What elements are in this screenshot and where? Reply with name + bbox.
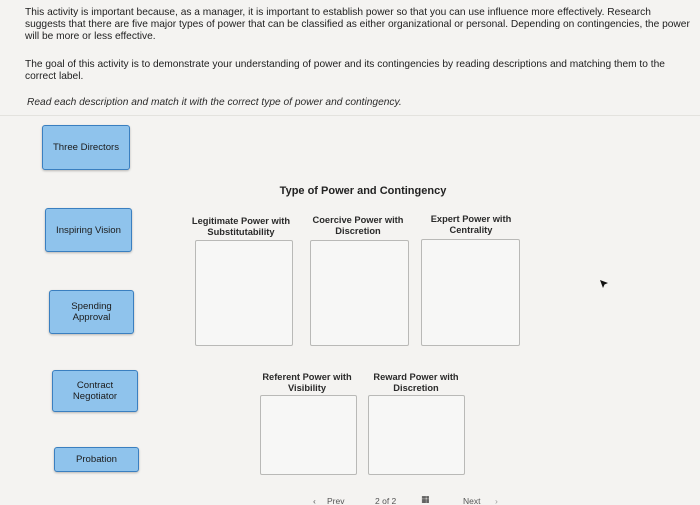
dropzone-coercive[interactable] (310, 240, 409, 346)
draggable-card-inspiring-vision[interactable]: Inspiring Vision (45, 208, 132, 252)
divider (0, 115, 700, 116)
category-label-referent: Referent Power with Visibility (262, 372, 352, 393)
grid-view-icon[interactable]: ▦ (421, 494, 430, 504)
category-label-expert: Expert Power with Centrality (430, 214, 512, 235)
dropzone-reward[interactable] (368, 395, 465, 475)
dropzone-referent[interactable] (260, 395, 357, 475)
next-button[interactable]: Next (463, 496, 481, 505)
instruction-text: Read each description and match it with the correct type of power and contingency. (27, 97, 402, 108)
intro-paragraph: This activity is important because, as a manager, it is important to establish power so that you can use influence more effectively. Research suggests that there are five major types of power that can be classified as either organizational or personal. Depending on contingencies, the power will be more or less effective. (25, 7, 690, 42)
dropzone-legitimate[interactable] (195, 240, 293, 346)
prev-button[interactable]: Prev (327, 496, 345, 505)
prev-chevron-icon[interactable]: ‹ (313, 496, 316, 505)
draggable-card-contract-negotiator[interactable]: Contract Negotiator (52, 370, 138, 412)
category-label-reward: Reward Power with Discretion (373, 372, 459, 393)
goal-paragraph: The goal of this activity is to demonstrate your understanding of power and its contingencies by reading descriptions and matching them to the correct label. (25, 59, 665, 82)
matching-title: Type of Power and Contingency (279, 185, 447, 197)
draggable-card-probation[interactable]: Probation (54, 447, 139, 472)
dropzone-expert[interactable] (421, 239, 520, 346)
category-label-legitimate: Legitimate Power with Substitutability (191, 216, 291, 237)
mouse-pointer-icon (599, 279, 609, 289)
category-label-coercive: Coercive Power with Discretion (312, 215, 404, 236)
next-chevron-icon[interactable]: › (495, 496, 498, 505)
page-indicator: 2 of 2 (375, 496, 397, 505)
draggable-card-spending-approval[interactable]: Spending Approval (49, 290, 134, 334)
draggable-card-three-directors[interactable]: Three Directors (42, 125, 130, 170)
